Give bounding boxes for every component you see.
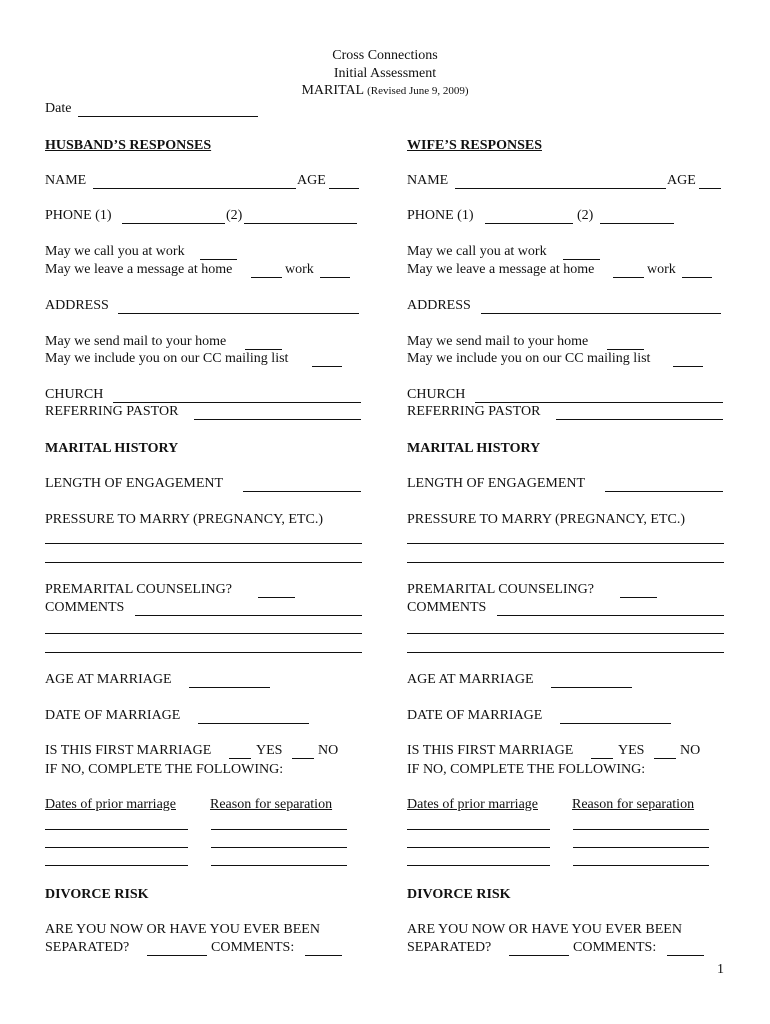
husband-call-work-field[interactable] [200, 259, 237, 260]
form-title-main: MARITAL [301, 83, 364, 98]
husband-marital-history-heading: MARITAL HISTORY [45, 441, 179, 456]
husband-pressure-line-2[interactable] [45, 562, 362, 563]
husband-prior-date-3[interactable] [45, 865, 188, 866]
wife-prior-date-2[interactable] [407, 847, 550, 848]
wife-leave-msg-home-field[interactable] [613, 277, 644, 278]
husband-pressure-label: PRESSURE TO MARRY (PREGNANCY, ETC.) [45, 512, 323, 527]
wife-separated-field[interactable] [509, 955, 569, 956]
husband-separated-q2: SEPARATED? [45, 940, 130, 955]
wife-call-work-label: May we call you at work [407, 244, 547, 259]
wife-phone-label: PHONE (1) [407, 208, 474, 223]
husband-separated-field[interactable] [147, 955, 207, 956]
wife-send-mail-field[interactable] [607, 349, 644, 350]
wife-pastor-label: REFERRING PASTOR [407, 404, 541, 419]
husband-first-marriage-label: IS THIS FIRST MARRIAGE [45, 743, 212, 758]
husband-phone-label: PHONE (1) [45, 208, 112, 223]
wife-separated-q2: SEPARATED? [407, 940, 492, 955]
husband-phone1-field[interactable] [122, 223, 225, 224]
husband-age-marriage-label: AGE AT MARRIAGE [45, 672, 172, 687]
husband-comments-line-3[interactable] [45, 652, 362, 653]
wife-dates-prior-heading: Dates of prior marriage [407, 797, 538, 812]
husband-no-label: NO [318, 743, 339, 758]
husband-date-marriage-label: DATE OF MARRIAGE [45, 708, 181, 723]
page-number: 1 [717, 962, 724, 977]
husband-pastor-label: REFERRING PASTOR [45, 404, 179, 419]
husband-phone2-label: (2) [226, 208, 243, 223]
husband-reason-sep-heading: Reason for separation [210, 797, 333, 812]
husband-date-marriage-field[interactable] [198, 723, 309, 724]
wife-pressure-line-1[interactable] [407, 543, 724, 544]
wife-prior-reason-2[interactable] [573, 847, 709, 848]
wife-no-label: NO [680, 743, 701, 758]
husband-comments-label: COMMENTS [45, 600, 125, 615]
wife-prior-date-1[interactable] [407, 829, 550, 830]
wife-pressure-line-2[interactable] [407, 562, 724, 563]
husband-send-mail-label: May we send mail to your home [45, 334, 227, 349]
wife-phone2-field[interactable] [600, 223, 674, 224]
husband-yes-label: YES [256, 743, 283, 758]
husband-divorce-risk-heading: DIVORCE RISK [45, 887, 149, 902]
husband-leave-msg-label: May we leave a message at home [45, 262, 233, 277]
husband-prior-date-1[interactable] [45, 829, 188, 830]
wife-church-field[interactable] [475, 402, 723, 403]
wife-church-label: CHURCH [407, 387, 466, 402]
husband-call-work-label: May we call you at work [45, 244, 185, 259]
husband-if-no-label: IF NO, COMPLETE THE FOLLOWING: [45, 762, 284, 777]
wife-work-label: work [647, 262, 676, 277]
husband-prior-date-2[interactable] [45, 847, 188, 848]
husband-separated-q1: ARE YOU NOW OR HAVE YOU EVER BEEN [45, 922, 320, 937]
wife-pressure-label: PRESSURE TO MARRY (PREGNANCY, ETC.) [407, 512, 685, 527]
wife-age-label: AGE [667, 173, 696, 188]
husband-leave-msg-work-field[interactable] [320, 277, 350, 278]
wife-date-marriage-label: DATE OF MARRIAGE [407, 708, 543, 723]
wife-address-label: ADDRESS [407, 298, 471, 313]
wife-marital-history-heading: MARITAL HISTORY [407, 441, 541, 456]
husband-no-field[interactable] [292, 758, 314, 759]
wife-leave-msg-work-field[interactable] [682, 277, 712, 278]
wife-age-field[interactable] [699, 188, 721, 189]
husband-mailing-list-label: May we include you on our CC mailing list [45, 351, 289, 366]
husband-prior-reason-3[interactable] [211, 865, 347, 866]
wife-send-mail-label: May we send mail to your home [407, 334, 589, 349]
form-revision: (Revised June 9, 2009) [367, 85, 469, 97]
wife-yes-label: YES [618, 743, 645, 758]
form-org-name: Cross Connections [332, 48, 438, 63]
husband-sep-comments-label: COMMENTS: [211, 940, 295, 955]
wife-premarital-field[interactable] [620, 597, 657, 598]
husband-premarital-field[interactable] [258, 597, 295, 598]
husband-dates-prior-heading: Dates of prior marriage [45, 797, 176, 812]
wife-yes-field[interactable] [591, 758, 613, 759]
form-title [0, 84, 770, 98]
husband-premarital-label: PREMARITAL COUNSELING? [45, 582, 232, 597]
husband-church-field[interactable] [113, 402, 361, 403]
wife-comments-line-3[interactable] [407, 652, 724, 653]
wife-leave-msg-label: May we leave a message at home [407, 262, 595, 277]
wife-prior-reason-1[interactable] [573, 829, 709, 830]
wife-mailing-list-field[interactable] [673, 366, 703, 367]
husband-pressure-line-1[interactable] [45, 543, 362, 544]
husband-pastor-field[interactable] [194, 419, 361, 420]
wife-sep-comments-label: COMMENTS: [573, 940, 657, 955]
husband-church-label: CHURCH [45, 387, 104, 402]
husband-comments-line-2[interactable] [45, 633, 362, 634]
wife-name-label: NAME [407, 173, 449, 188]
wife-divorce-risk-heading: DIVORCE RISK [407, 887, 511, 902]
husband-phone2-field[interactable] [244, 223, 357, 224]
husband-leave-msg-home-field[interactable] [251, 277, 282, 278]
wife-if-no-label: IF NO, COMPLETE THE FOLLOWING: [407, 762, 646, 777]
husband-address-field[interactable] [118, 313, 359, 314]
date-field[interactable] [78, 116, 258, 117]
wife-first-marriage-label: IS THIS FIRST MARRIAGE [407, 743, 574, 758]
wife-comments-label: COMMENTS [407, 600, 487, 615]
husband-prior-reason-1[interactable] [211, 829, 347, 830]
wife-separated-q1: ARE YOU NOW OR HAVE YOU EVER BEEN [407, 922, 682, 937]
wife-prior-reason-3[interactable] [573, 865, 709, 866]
husband-comments-field[interactable] [135, 615, 362, 616]
wife-age-marriage-label: AGE AT MARRIAGE [407, 672, 534, 687]
form-subtitle: Initial Assessment [333, 66, 437, 81]
wife-engagement-label: LENGTH OF ENGAGEMENT [407, 476, 586, 491]
husband-mailing-list-field[interactable] [312, 366, 342, 367]
husband-name-field[interactable] [93, 188, 296, 189]
husband-sep-comments-field[interactable] [305, 955, 342, 956]
wife-premarital-label: PREMARITAL COUNSELING? [407, 582, 594, 597]
wife-comments-line-2[interactable] [407, 633, 724, 634]
wife-phone1-field[interactable] [485, 223, 573, 224]
husband-prior-reason-2[interactable] [211, 847, 347, 848]
husband-age-marriage-field[interactable] [189, 687, 270, 688]
wife-comments-field[interactable] [497, 615, 724, 616]
husband-heading: HUSBAND’S RESPONSES [45, 138, 212, 153]
wife-name-field[interactable] [455, 188, 666, 189]
wife-call-work-field[interactable] [563, 259, 600, 260]
husband-engagement-label: LENGTH OF ENGAGEMENT [45, 476, 224, 491]
wife-age-marriage-field[interactable] [551, 687, 632, 688]
wife-phone2-label: (2) [577, 208, 594, 223]
wife-sep-comments-field[interactable] [667, 955, 704, 956]
husband-engagement-field[interactable] [243, 491, 361, 492]
husband-send-mail-field[interactable] [245, 349, 282, 350]
husband-age-label: AGE [297, 173, 326, 188]
husband-age-field[interactable] [329, 188, 359, 189]
wife-mailing-list-label: May we include you on our CC mailing list [407, 351, 651, 366]
wife-prior-date-3[interactable] [407, 865, 550, 866]
husband-address-label: ADDRESS [45, 298, 109, 313]
wife-no-field[interactable] [654, 758, 676, 759]
wife-engagement-field[interactable] [605, 491, 723, 492]
wife-heading: WIFE’S RESPONSES [407, 138, 542, 153]
date-label: Date [45, 101, 72, 116]
wife-pastor-field[interactable] [556, 419, 723, 420]
wife-reason-sep-heading: Reason for separation [572, 797, 695, 812]
wife-address-field[interactable] [481, 313, 721, 314]
husband-name-label: NAME [45, 173, 87, 188]
wife-date-marriage-field[interactable] [560, 723, 671, 724]
husband-work-label: work [285, 262, 314, 277]
husband-yes-field[interactable] [229, 758, 251, 759]
